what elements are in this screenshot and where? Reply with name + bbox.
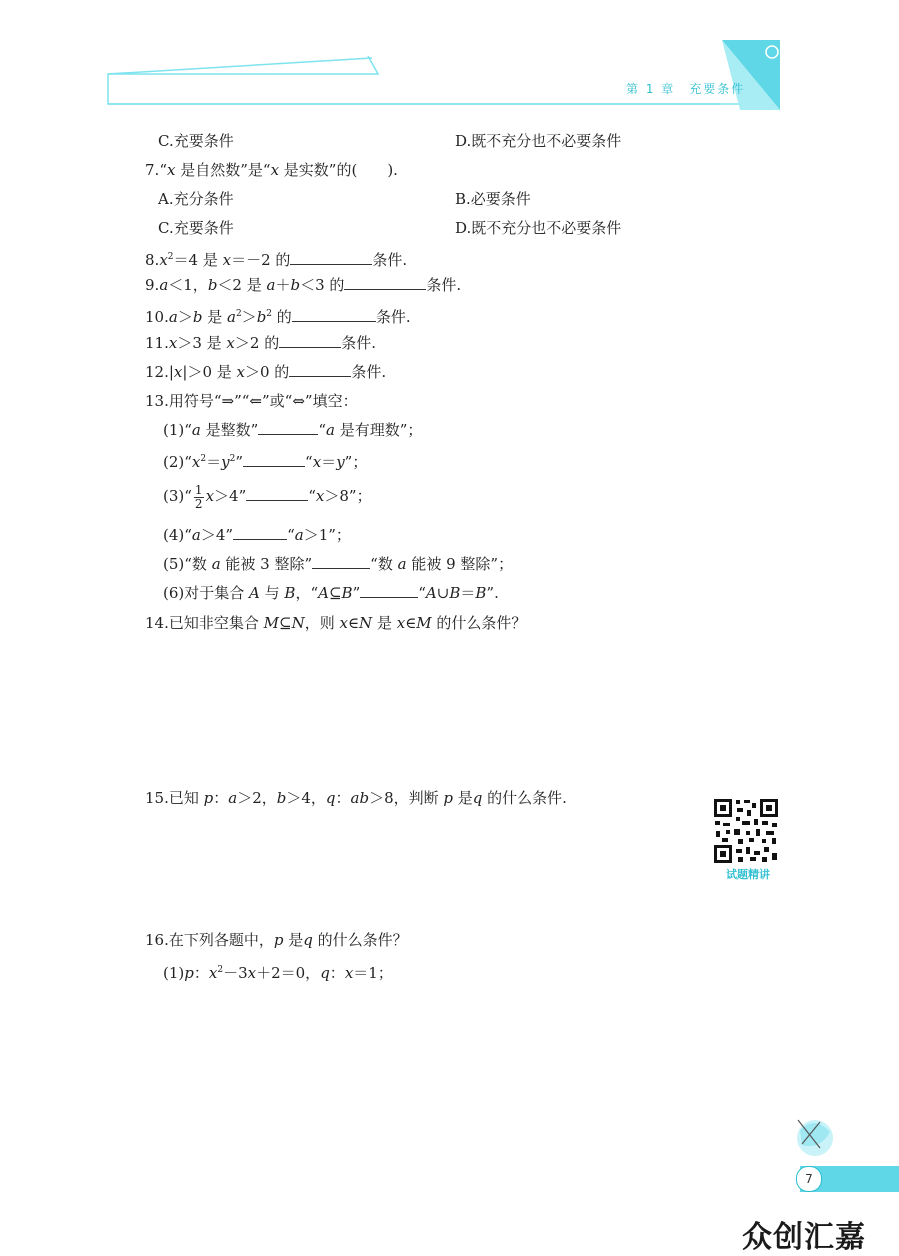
q6-option-c: C.充要条件 xyxy=(158,132,234,150)
q9: 9.a＜1，b＜2 是 a＋b＜3 的 条件. xyxy=(145,276,462,294)
q7-option-c: C.充要条件 xyxy=(158,219,234,237)
answer-blank[interactable] xyxy=(246,486,308,501)
q16: 16.在下列各题中，p 是q 的什么条件？ xyxy=(145,931,408,949)
q13-2: $(2)“x^2=y^2$” “x＝y”； xyxy=(163,453,368,471)
q13-1: (1)“a 是整数” “a 是有理数”； xyxy=(163,421,423,439)
chapter-title: 第 1 章 充要条件 xyxy=(626,82,746,96)
q15: 15.已知 p：a＞2，b＞4，q：ab＞8，判断 p 是q 的什么条件. xyxy=(145,789,567,807)
q7-stem: 7.“x 是自然数”是“x 是实数”的( ). xyxy=(145,161,398,179)
q11: 11.x＞3 是 x＞2 的 条件. xyxy=(145,334,376,352)
header-decoration xyxy=(0,0,899,130)
q7-option-b: B.必要条件 xyxy=(455,190,531,208)
q14: 14.已知非空集合 M⊆N，则 x∈N 是 x∈M 的什么条件？ xyxy=(145,614,527,632)
answer-blank[interactable] xyxy=(344,275,426,290)
q13-4: (4)“a＞4” “a＞1”； xyxy=(163,526,351,544)
q13-5: (5)“数 a 能被 3 整除” “数 a 能被 9 整除”； xyxy=(163,555,514,573)
answer-blank[interactable] xyxy=(279,333,341,348)
fraction: $\frac{1}{2}$ xyxy=(194,482,203,511)
q6-option-d: D.既不充分也不必要条件 xyxy=(455,132,622,150)
answer-blank[interactable] xyxy=(360,583,418,598)
answer-blank[interactable] xyxy=(290,250,372,265)
q8: $8.x^2=4$ 是 x＝－2 的 条件. xyxy=(145,251,408,269)
q7-option-d: D.既不充分也不必要条件 xyxy=(455,219,622,237)
q12: 12.|x|＞0 是 x＞0 的 条件. xyxy=(145,363,387,381)
q7-option-a: A.充分条件 xyxy=(158,190,234,208)
watermark-text: 众创汇嘉 xyxy=(742,1220,866,1255)
answer-blank[interactable] xyxy=(233,525,287,540)
qr-label: 试题精讲 xyxy=(726,868,770,881)
answer-blank[interactable] xyxy=(312,554,370,569)
q10: 10.a＞b 是 $a^2>b^2$ 的 条件. xyxy=(145,308,411,326)
page-number: 7 xyxy=(796,1166,822,1192)
qr-code-icon[interactable] xyxy=(712,797,780,865)
q16-1: (1)p：$x^2-3x+2=0$，q：x＝1； xyxy=(163,964,393,982)
answer-blank[interactable] xyxy=(243,452,305,467)
q13-6: (6)对于集合 A 与 B，“A⊆B” “A∪B＝B”. xyxy=(163,584,499,602)
answer-blank[interactable] xyxy=(292,307,376,322)
answer-blank[interactable] xyxy=(258,420,318,435)
answer-blank[interactable] xyxy=(289,362,351,377)
q13-3: (3)“ $\frac{1}{2}$ x＞4” “x＞8”； xyxy=(163,482,372,511)
q13-stem: 13.用符号“⇒”“⇐”或“⇔”填空： xyxy=(145,392,358,410)
